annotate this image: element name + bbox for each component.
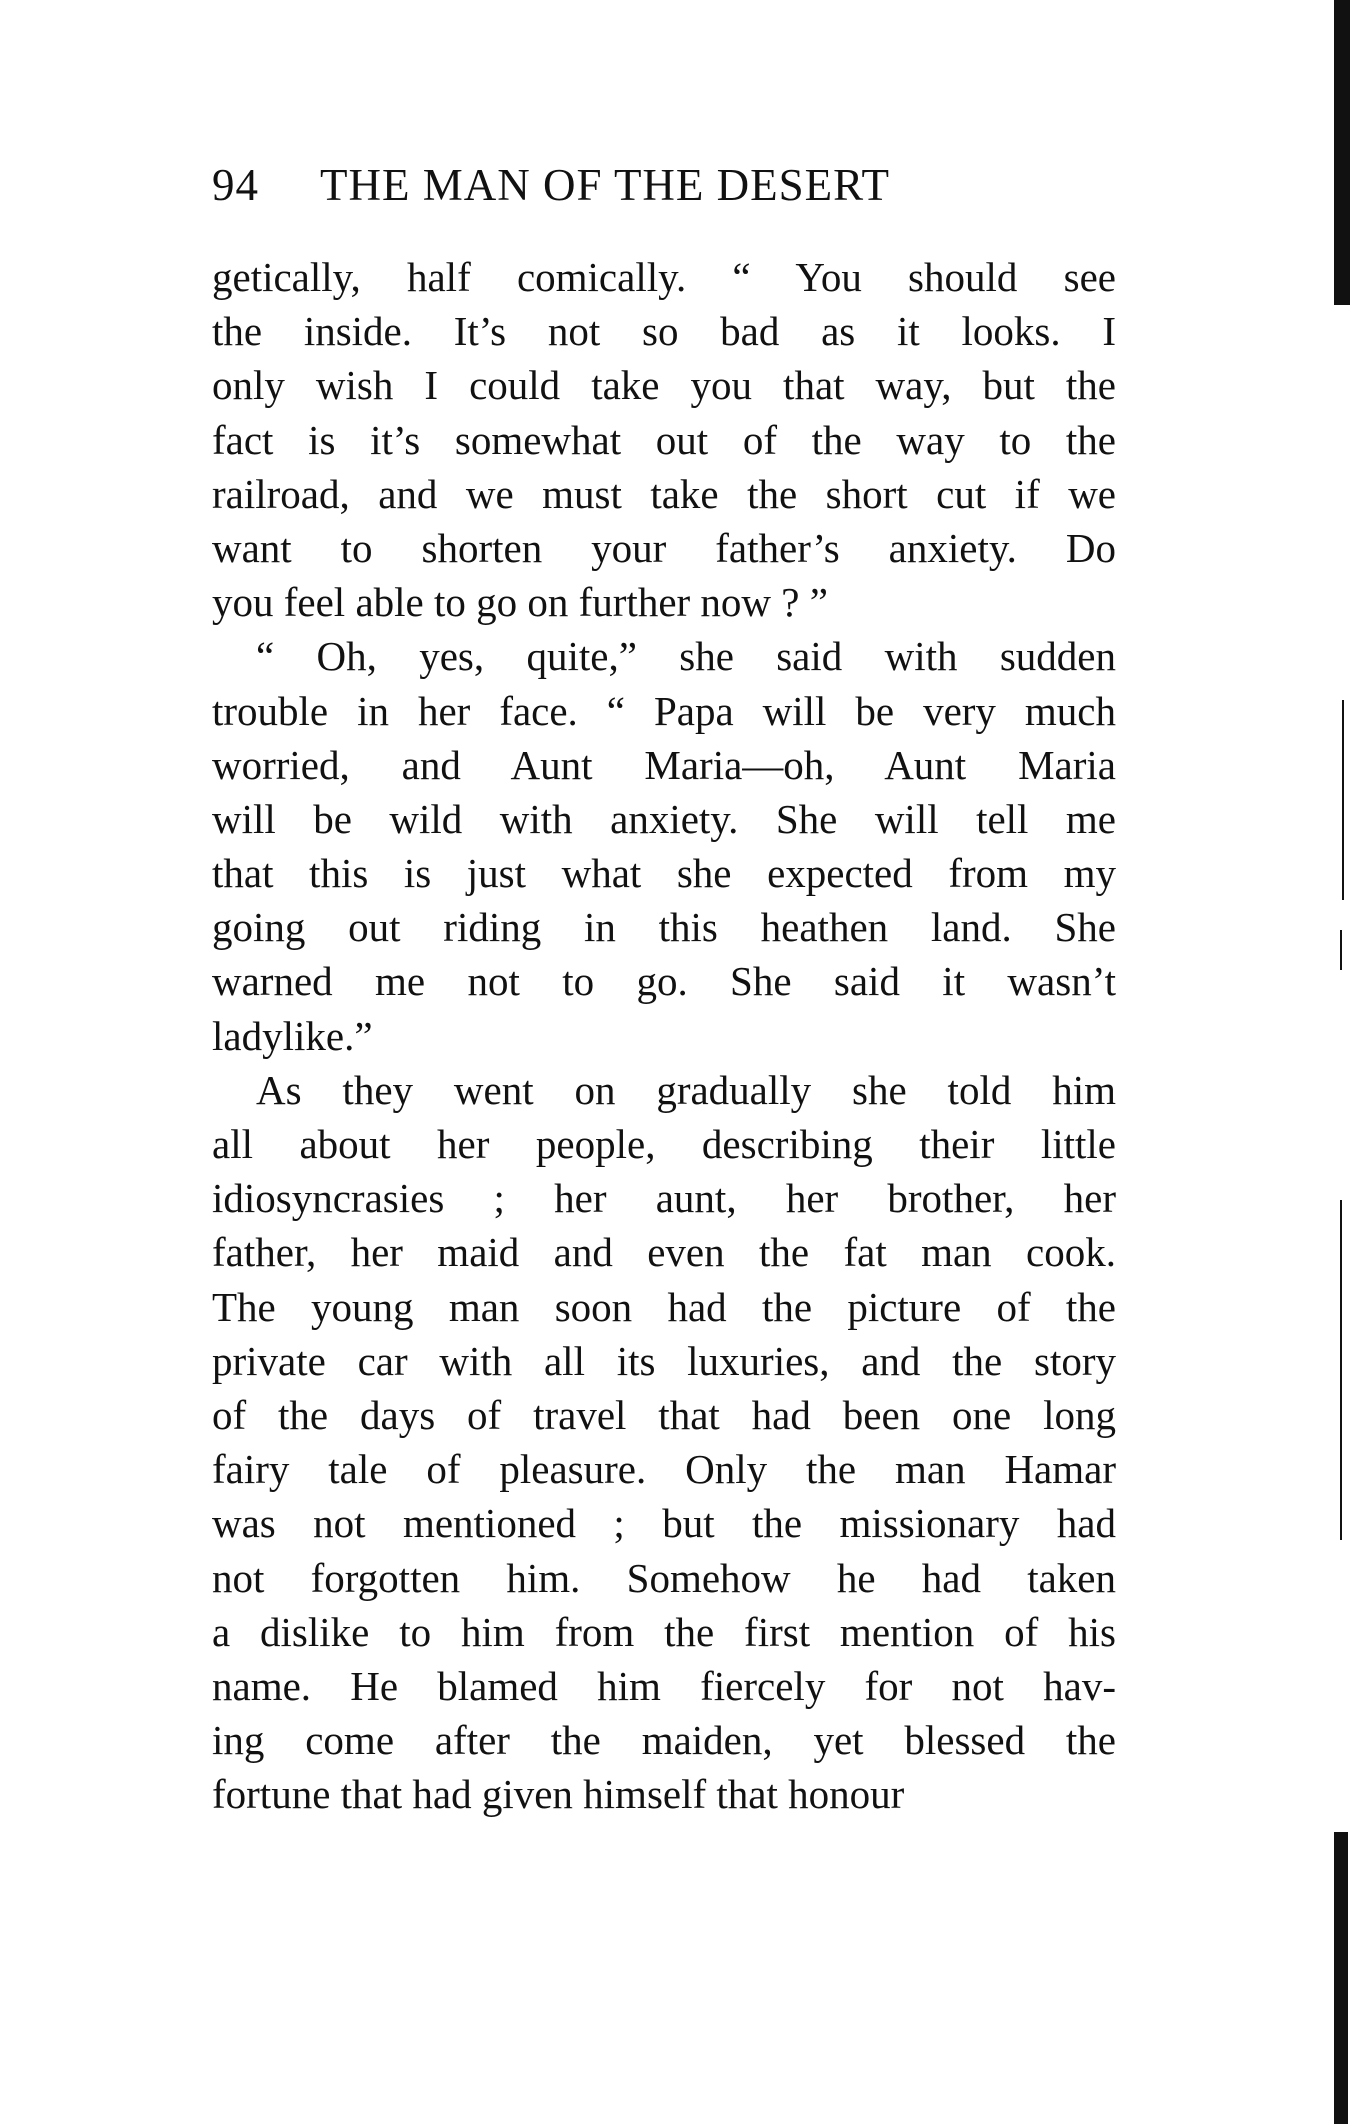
- text-line: As they went on gradually she told him: [256, 1066, 1116, 1113]
- text-line: want to shorten your father’s anxiety. Do: [212, 524, 1116, 571]
- text-line: fortune that had given himself that honour: [212, 1771, 905, 1818]
- text-line: idiosyncrasies ; her aunt, her brother, her: [212, 1175, 1116, 1222]
- scan-edge-mark: [1342, 700, 1344, 900]
- text-line: going out riding in this heathen land. She: [212, 904, 1116, 951]
- text-line: trouble in her face. “ Papa will be very much: [212, 687, 1116, 734]
- text-line: the inside. It’s not so bad as it looks. I: [212, 308, 1116, 355]
- scan-edge-mark: [1340, 930, 1342, 970]
- running-title: THE MAN OF THE DESERT: [320, 160, 890, 210]
- text-line: a dislike to him from the first mention of his: [212, 1608, 1116, 1655]
- text-line: you feel able to go on further now ? ”: [212, 579, 828, 626]
- text-line: all about her people, describing their little: [212, 1121, 1116, 1167]
- text-line: “ Oh, yes, quite,” she said with sudden: [256, 633, 1116, 680]
- text-line: ladylike.”: [212, 1012, 373, 1059]
- text-line: warned me not to go. She said it wasn’t: [212, 958, 1116, 1005]
- text-line: that this is just what she expected from my: [212, 850, 1116, 897]
- text-line: of the days of travel that had been one long: [212, 1391, 1116, 1438]
- text-line: not forgotten him. Somehow he had taken: [212, 1554, 1116, 1601]
- scan-edge-mark: [1334, 1832, 1348, 2124]
- text-line: will be wild with anxiety. She will tell me: [212, 795, 1116, 842]
- text-line: only wish I could take you that way, but the: [212, 362, 1116, 409]
- text-line: worried, and Aunt Maria—oh, Aunt Maria: [212, 741, 1116, 788]
- text-line: was not mentioned ; but the missionary had: [212, 1500, 1116, 1547]
- page-number: 94: [212, 160, 259, 210]
- text-line: fairy tale of pleasure. Only the man Hamar: [212, 1446, 1116, 1493]
- body-text: [212, 250, 1116, 1821]
- page-header: [212, 150, 1112, 220]
- text-line: fact is it’s somewhat out of the way to the: [212, 416, 1116, 463]
- text-line: ing come after the maiden, yet blessed the: [212, 1717, 1116, 1764]
- text-line: private car with all its luxuries, and the story: [212, 1337, 1116, 1384]
- text-line: name. He blamed him fiercely for not hav-: [212, 1662, 1116, 1709]
- text-line: getically, half comically. “ You should see: [212, 254, 1116, 300]
- text-line: railroad, and we must take the short cut if we: [212, 470, 1116, 517]
- scan-edge-mark: [1334, 0, 1350, 305]
- text-line: father, her maid and even the fat man cook.: [212, 1229, 1116, 1276]
- scan-edge-mark: [1340, 1200, 1342, 1540]
- text-line: The young man soon had the picture of the: [212, 1283, 1116, 1330]
